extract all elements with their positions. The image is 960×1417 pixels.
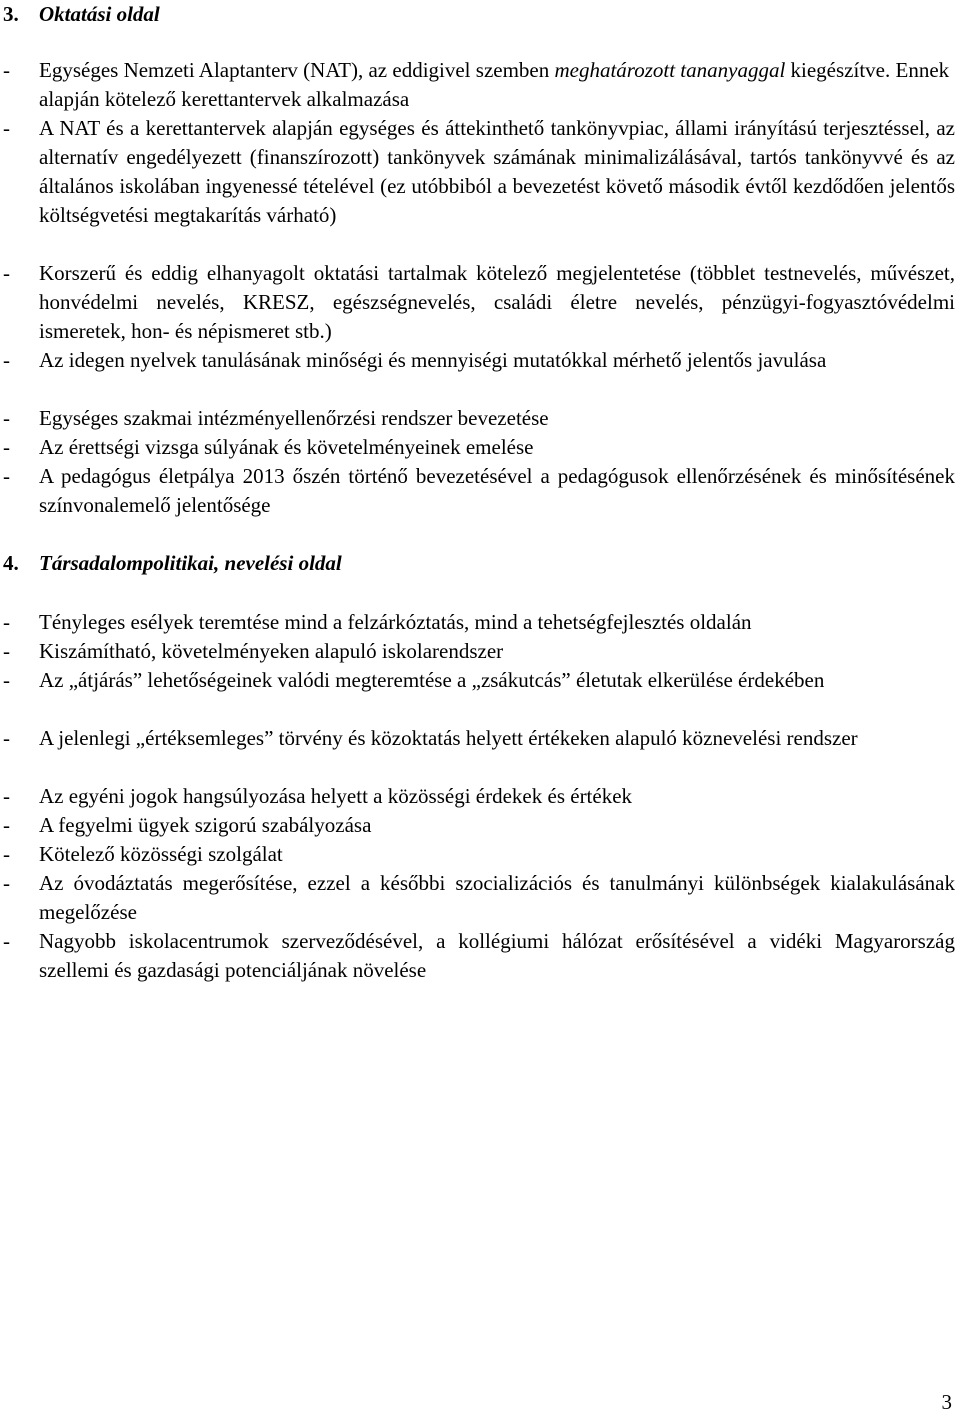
list-dash: - — [3, 58, 10, 82]
list-item-text: Tényleges esélyek teremtése mind a felzárkóztatás, mind a tehetségfejlesztés oldalán — [39, 610, 752, 634]
list-dash: - — [3, 639, 10, 663]
list-item — [3, 114, 955, 230]
list-dash: - — [3, 406, 10, 430]
list-item-text-part: Egységes Nemzeti Alaptanterv (NAT), az eddigivel szemben — [39, 58, 555, 82]
list-dash: - — [3, 842, 10, 866]
list-item-emphasis: meghatározott tananyaggal — [554, 58, 786, 82]
list-dash: - — [3, 929, 10, 953]
list-dash: - — [3, 726, 10, 750]
list-dash: - — [3, 610, 10, 634]
list-item-text: Kiszámítható, követelményeken alapuló iskolarendszer — [39, 639, 504, 663]
list-item-text: Az érettségi vizsga súlyának és követelményeinek emelése — [39, 435, 534, 459]
list-item — [3, 840, 955, 869]
section-3-number: 3. — [3, 2, 19, 26]
list-item-text: Korszerű és eddig elhanyagolt oktatási tartalmak kötelező megjelentetése (többlet testnevelés, művészet, honvédelmi nevelés, KRESZ, egészségnevelés, családi életre nevelés, pénzügyi-fogyasztóvédelmi ismeretek, hon- és népismeret stb.) — [39, 261, 955, 343]
list-item-text: Az óvodáztatás megerősítése, ezzel a későbbi szocializációs és tanulmányi különbségek kialakulásának megelőzése — [39, 871, 955, 924]
list-item — [3, 637, 955, 666]
list-item-text: Az „átjárás” lehetőségeinek valódi megteremtése a „zsákutcás” életutak elkerülése érdekében — [39, 668, 825, 692]
section-3-heading — [3, 0, 903, 29]
list-item — [3, 927, 955, 985]
list-dash: - — [3, 871, 10, 895]
list-item-text: A jelenlegi „értéksemleges” törvény és közoktatás helyett értékeken alapuló köznevelési rendszer — [39, 726, 858, 750]
list-dash: - — [3, 116, 10, 140]
list-item-text: Az idegen nyelvek tanulásának minőségi és mennyiségi mutatókkal mérhető jelentős javulása — [39, 348, 827, 372]
list-item-text: A NAT és a kerettantervek alapján egységes és áttekinthető tankönyvpiac, állami irányítású terjesztéssel, az alternatív engedélyezett (finanszírozott) tankönyvek számának minimalizálásával, tartós tankönyvvé és az általános iskolában ingyenessé tételével (ez utóbbiból a bevezetést követő második évtől kezdődően jelentős költségvetési megtakarítás várható) — [39, 116, 955, 227]
section-4-heading — [3, 549, 903, 578]
section-4-title: Társadalompolitikai, nevelési oldal — [39, 551, 342, 575]
list-dash: - — [3, 435, 10, 459]
list-item-text: Az egyéni jogok hangsúlyozása helyett a közösségi érdekek és értékek — [39, 784, 633, 808]
list-item — [3, 433, 955, 462]
list-item — [3, 666, 955, 695]
list-item — [3, 724, 955, 753]
list-dash: - — [3, 784, 10, 808]
list-dash: - — [3, 668, 10, 692]
list-dash: - — [3, 813, 10, 837]
list-item — [3, 259, 955, 346]
list-item-text: A fegyelmi ügyek szigorú szabályozása — [39, 813, 372, 837]
list-item-text: Nagyobb iskolacentrumok szerveződésével, a kollégiumi hálózat erősítésével a vidéki Magyarország szellemi és gazdasági potenciáljának növelése — [39, 929, 955, 982]
list-item-text: A pedagógus életpálya 2013 őszén történő bevezetésével a pedagógusok ellenőrzésének és minősítésének színvonalemelő jelentősége — [39, 464, 955, 517]
list-item-text-part: kiegészítve. Ennek alapján kötelező kerettantervek alkalmazása — [39, 58, 950, 111]
section-4-number: 4. — [3, 551, 19, 575]
page-number: 3 — [941, 1390, 952, 1414]
list-item-text — [39, 56, 955, 114]
section-3-title: Oktatási oldal — [39, 2, 160, 26]
list-item — [3, 346, 955, 375]
list-item — [3, 462, 955, 520]
list-dash: - — [3, 261, 10, 285]
list-dash: - — [3, 348, 10, 372]
list-item — [3, 869, 955, 927]
list-item — [3, 56, 955, 114]
list-dash: - — [3, 464, 10, 488]
list-item — [3, 608, 955, 637]
list-item-text: Egységes szakmai intézményellenőrzési rendszer bevezetése — [39, 406, 549, 430]
list-item — [3, 811, 955, 840]
list-item — [3, 782, 955, 811]
list-item-text: Kötelező közösségi szolgálat — [39, 842, 283, 866]
list-item — [3, 404, 955, 433]
